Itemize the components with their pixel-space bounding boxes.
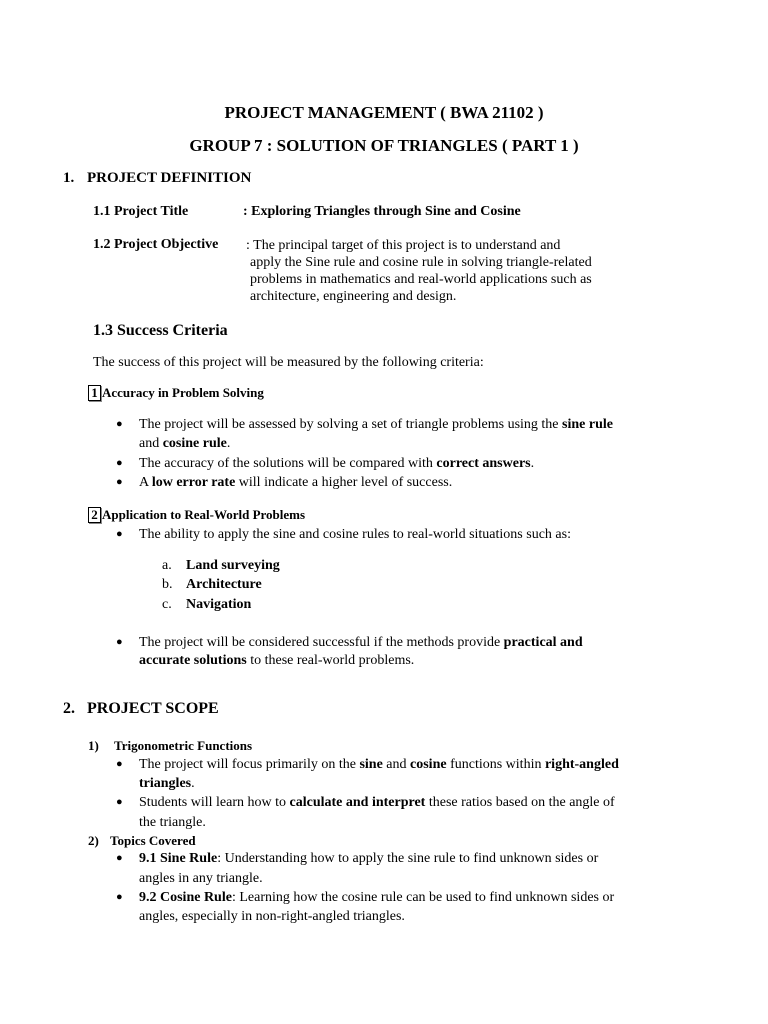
bullet-icon: ●: [116, 852, 123, 864]
scope-item-2-bullet-2-cont: angles, especially in non-right-angled triangles.: [139, 909, 405, 924]
section-2-number: 2.: [63, 700, 75, 717]
scope-item-2-number: 2): [88, 833, 99, 848]
section-2-heading: PROJECT SCOPE: [87, 700, 219, 717]
project-objective-label: 1.2 Project Objective: [93, 237, 219, 252]
criterion-1-bullet-3: A low error rate will indicate a higher level of success.: [139, 475, 453, 490]
objective-line-3: problems in mathematics and real-world applications such as: [250, 272, 592, 287]
scope-item-1-bullet-1: The project will focus primarily on the sine and cosine functions within right-angled: [139, 757, 619, 772]
criterion-1-bullet-2: The accuracy of the solutions will be compared with correct answers.: [139, 456, 535, 471]
project-title-value: : Exploring Triangles through Sine and Cosine: [243, 204, 521, 219]
criterion-1-label: Accuracy in Problem Solving: [102, 385, 264, 400]
scope-item-2-bullet-2: 9.2 Cosine Rule: Learning how the cosine rule can be used to find unknown sides or: [139, 890, 615, 905]
bullet-icon: ●: [116, 891, 123, 903]
success-criteria-heading: 1.3 Success Criteria: [93, 322, 228, 339]
objective-line-2: apply the Sine rule and cosine rule in solving triangle-related: [250, 255, 592, 270]
scope-item-2-bullet-1-cont: angles in any triangle.: [139, 871, 263, 886]
scope-item-1-number: 1): [88, 738, 99, 753]
scope-item-1-bullet-2: Students will learn how to calculate and interpret these ratios based on the angle of: [139, 795, 615, 810]
objective-line-4: architecture, engineering and design.: [250, 289, 457, 304]
criterion-2-label: Application to Real-World Problems: [102, 507, 306, 522]
criterion-2-bullet-2: The project will be considered successful if the methods provide practical and: [139, 635, 583, 650]
bullet-icon: ●: [116, 796, 123, 808]
criterion-2-bullet-2-cont: accurate solutions to these real-world problems.: [139, 653, 415, 668]
section-1-number: 1.: [63, 170, 75, 186]
bullet-icon: ●: [116, 476, 123, 488]
project-title-label: 1.1 Project Title: [93, 204, 189, 219]
bullet-icon: ●: [116, 418, 123, 430]
list-item-navigation: Navigation: [186, 597, 252, 612]
list-item-architecture: Architecture: [186, 577, 262, 592]
document-subtitle: GROUP 7 : SOLUTION OF TRIANGLES ( PART 1 ): [189, 136, 579, 155]
success-intro: The success of this project will be measured by the following criteria:: [93, 355, 484, 370]
scope-item-1-bullet-2-cont: the triangle.: [139, 815, 206, 830]
criterion-1-number-box: 1: [88, 385, 101, 401]
criterion-1-bullet-1-cont: and cosine rule.: [139, 436, 231, 451]
scope-item-2-bullet-1: 9.1 Sine Rule: Understanding how to apply the sine rule to find unknown sides or: [139, 851, 599, 866]
list-item-land-surveying: Land surveying: [186, 558, 280, 573]
bullet-icon: ●: [116, 636, 123, 648]
criterion-2-bullet-1: The ability to apply the sine and cosine rules to real-world situations such as:: [139, 527, 571, 542]
scope-item-2-label: Topics Covered: [110, 833, 196, 848]
list-item-marker-a: a.: [162, 558, 172, 573]
bullet-icon: ●: [116, 457, 123, 469]
bullet-icon: ●: [116, 758, 123, 770]
section-1-heading: PROJECT DEFINITION: [87, 170, 252, 186]
criterion-2-number-box: 2: [88, 507, 101, 523]
scope-item-1-label: Trigonometric Functions: [114, 738, 253, 753]
list-item-marker-c: c.: [162, 597, 172, 612]
document-title: PROJECT MANAGEMENT ( BWA 21102 ): [224, 103, 544, 122]
criterion-1-bullet-1: The project will be assessed by solving a set of triangle problems using the sine rule: [139, 417, 613, 432]
objective-line-1: : The principal target of this project is to understand and: [246, 238, 561, 253]
criterion-2-heading: [88, 507, 305, 523]
bullet-icon: ●: [116, 528, 123, 540]
criterion-1-heading: [88, 385, 264, 401]
list-item-marker-b: b.: [162, 577, 173, 592]
scope-item-1-bullet-1-cont: triangles.: [139, 776, 195, 791]
